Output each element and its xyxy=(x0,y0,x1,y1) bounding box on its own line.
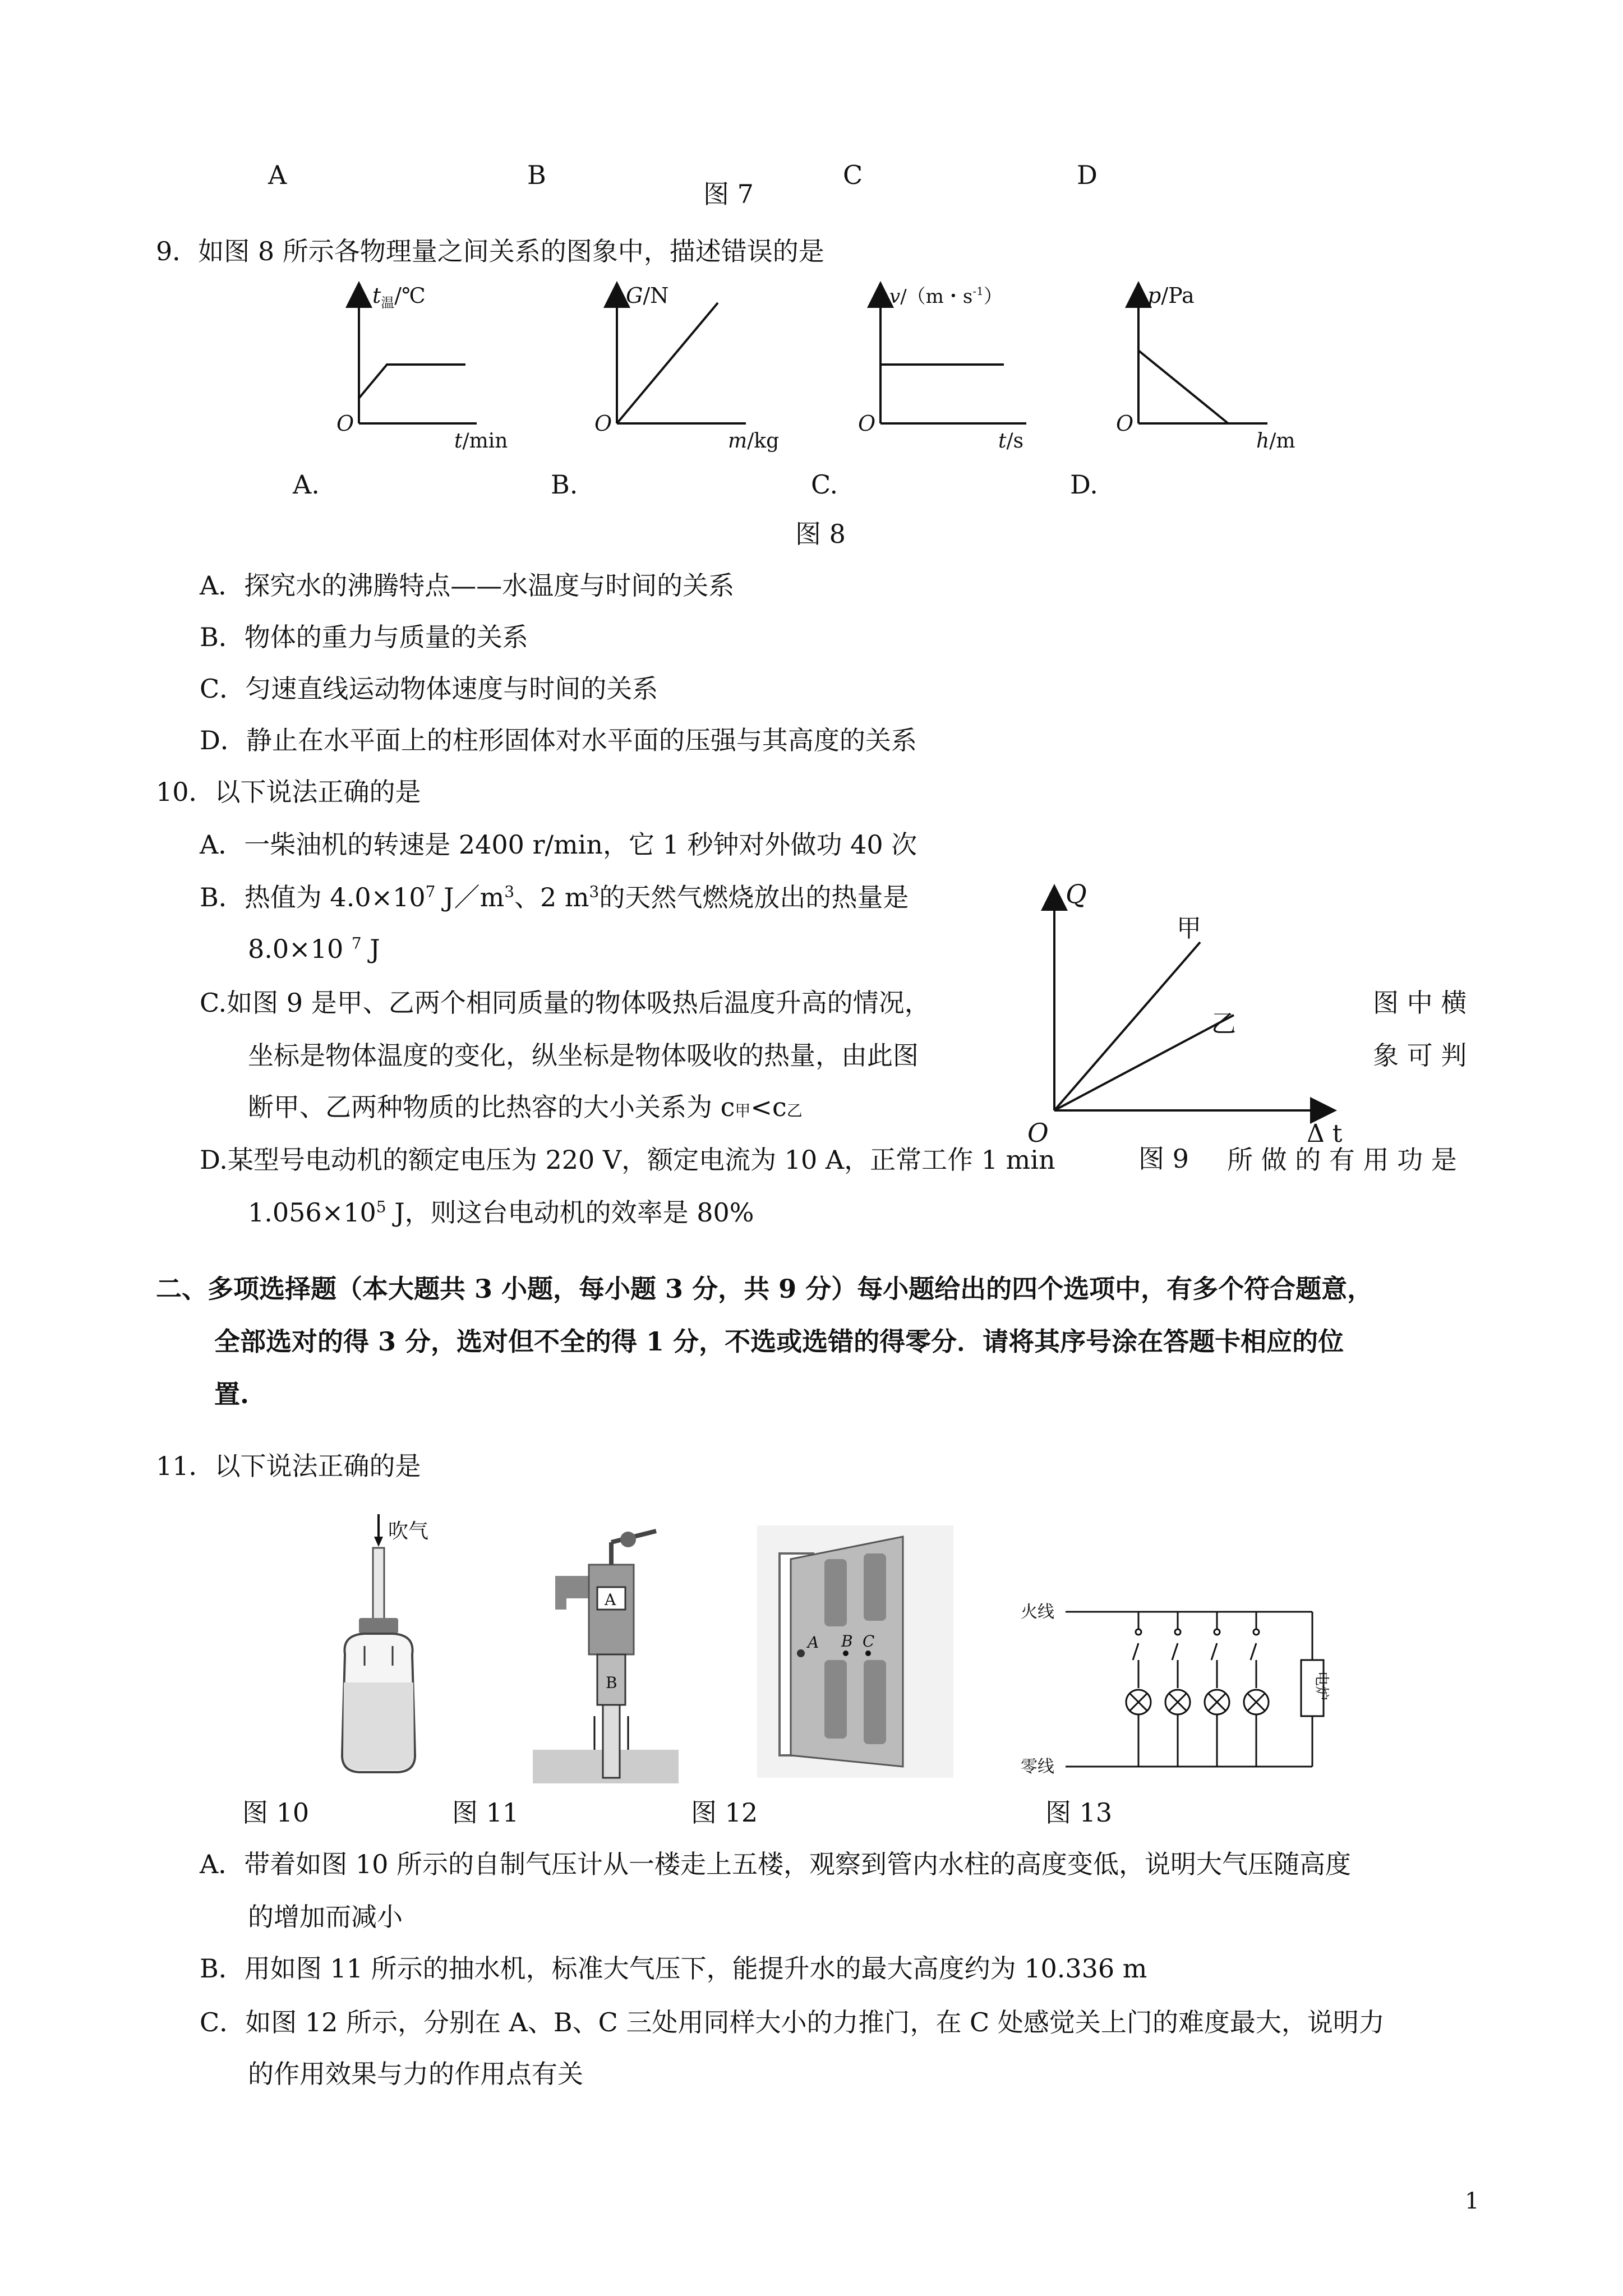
fig13-label-neutral: 零线 xyxy=(1021,1757,1054,1777)
q10-option-d-line1-right: 所 做 的 有 用 功 是 xyxy=(1227,1145,1457,1175)
q10-option-c-line2-right: 象 可 判 xyxy=(1373,1040,1467,1071)
fig9-xlabel: Δ t xyxy=(1307,1119,1343,1148)
graph-c-ylabel: v/（m・$s^{-1}$） xyxy=(889,284,1003,308)
q11-option-b: B．用如图 11 所示的抽水机，标准大气压下，能提升水的最大高度约为 10.336 m xyxy=(200,1953,1147,1984)
q11-option-c-line2: 的作用效果与力的作用点有关 xyxy=(248,2059,583,2089)
fig10-caption: 图 10 xyxy=(242,1797,310,1828)
fig8-caption: 图 8 xyxy=(795,519,846,549)
q9-option-b: B．物体的重力与质量的关系 xyxy=(200,622,528,652)
q10-option-a: A．一柴油机的转速是 2400 r/min，它 1 秒钟对外做功 40 次 xyxy=(200,829,917,860)
fig11-pump xyxy=(533,1525,690,1783)
q11-option-c-line1: C．如图 12 所示，分别在 A、B、C 三处用同样大小的力推门，在 C 处感觉关上门的难度最大，说明力 xyxy=(200,2007,1385,2037)
q10-option-c-line2: 坐标是物体温度的变化，纵坐标是物体吸收的热量，由此图 xyxy=(248,1040,919,1071)
q10-option-c-line3: 断甲、乙两种物质的比热容的大小关系为 c甲<c乙 xyxy=(248,1092,803,1122)
q9-option-a: A．探究水的沸腾特点——水温度与时间的关系 xyxy=(200,570,735,601)
q10-option-b-line2: 8.0×10 $^7$ J xyxy=(248,934,380,964)
graph-d-ylabel: p/Pa xyxy=(1147,283,1195,308)
fig12-caption: 图 12 xyxy=(691,1797,758,1828)
q10-option-d-line2: $1.056\times 10^5$ J，则这台电动机的效率是 80% xyxy=(248,1197,754,1228)
graph-c-option: C. xyxy=(811,469,838,500)
section2-line3: 置. xyxy=(214,1379,250,1409)
fig9-origin: O xyxy=(1027,1118,1049,1148)
fig7-label-d: D xyxy=(1077,160,1098,190)
fig9-ylabel: Q xyxy=(1066,879,1087,909)
fig11-caption: 图 11 xyxy=(452,1797,519,1828)
q10-option-b-line1: B．热值为 $4.0\times 10^7$ $J/m^3$、2 $m^3$的天然气燃烧放出的热量是 xyxy=(200,882,909,912)
fig10-barometer xyxy=(325,1514,471,1783)
fig8-graph-d xyxy=(1116,280,1307,454)
fig7-label-c: C xyxy=(843,160,863,190)
q9-stem: 9．如图 8 所示各物理量之间关系的图象中，描述错误的是 xyxy=(156,236,824,266)
fig9-line2-label: 乙 xyxy=(1211,1009,1236,1038)
fig13-circuit xyxy=(1021,1604,1335,1783)
fig13-caption: 图 13 xyxy=(1045,1797,1113,1828)
graph-d-origin: O xyxy=(1116,411,1134,436)
fig9-line1-label: 甲 xyxy=(1177,914,1201,943)
section2-line1: 二、多项选择题（本大题共 3 小题，每小题 3 分，共 9 分）每小题给出的四个选项中，有多个符合题意， xyxy=(156,1274,1373,1304)
graph-b-ylabel: G/N xyxy=(626,283,669,308)
graph-c-xlabel: t/s xyxy=(998,430,1024,453)
q11-stem: 11．以下说法正确的是 xyxy=(156,1451,421,1481)
fig7-caption: 图 7 xyxy=(703,179,754,209)
graph-a-ylabel: $t_温/℃$ xyxy=(372,283,426,311)
fig12-label-a: A xyxy=(808,1633,819,1652)
fig8-graph-a xyxy=(336,280,508,454)
section2-line2: 全部选对的得 3 分，选对但不全的得 1 分，不选或选错的得零分．请将其序号涂在答题卡相应的位 xyxy=(214,1326,1344,1357)
fig10-label: 吹气 xyxy=(388,1520,429,1543)
q10-option-c-line1-right: 图 中 横 xyxy=(1373,988,1467,1018)
q10-option-d-line1: D.某型号电动机的额定电压为 220 V，额定电流为 10 A，正常工作 1 min xyxy=(200,1145,1055,1175)
fig7-label-b: B xyxy=(527,160,546,190)
fig13-label-live: 火线 xyxy=(1021,1602,1054,1622)
page-number: 1 xyxy=(1465,2188,1479,2214)
graph-b-origin: O xyxy=(594,411,612,436)
graph-b-option: B. xyxy=(551,469,578,500)
graph-d-option: D. xyxy=(1070,469,1098,500)
fig12-label-c: C xyxy=(863,1632,875,1650)
fig8-graph-b xyxy=(594,280,780,454)
q9-option-c: C．匀速直线运动物体速度与时间的关系 xyxy=(200,674,658,704)
fig13-label-heater: 电炉 xyxy=(1313,1671,1330,1701)
graph-a-origin: O xyxy=(336,411,354,436)
q9-option-d: D．静止在水平面上的柱形固体对水平面的压强与其高度的关系 xyxy=(200,725,917,755)
fig9-caption: 图 9 xyxy=(1138,1144,1189,1174)
fig11-label-a: A xyxy=(605,1590,616,1609)
fig8-graph-c xyxy=(858,280,1060,454)
graph-c-origin: O xyxy=(858,411,876,436)
q10-option-c-line1: C.如图 9 是甲、乙两个相同质量的物体吸热后温度升高的情况， xyxy=(200,988,930,1018)
q11-option-a-line2: 的增加而减小 xyxy=(248,1902,403,1932)
fig11-label-b: B xyxy=(606,1673,617,1692)
graph-b-xlabel: m/kg xyxy=(728,430,780,453)
graph-a-option: A. xyxy=(293,469,320,500)
graph-d-xlabel: h/m xyxy=(1256,430,1295,453)
q11-option-a-line1: A．带着如图 10 所示的自制气压计从一楼走上五楼，观察到管内水柱的高度变低，说明大气压随高度 xyxy=(200,1849,1351,1879)
fig7-label-a: A xyxy=(268,160,287,190)
q10-stem: 10．以下说法正确的是 xyxy=(156,777,421,807)
fig12-label-b: B xyxy=(841,1632,853,1650)
graph-a-xlabel: t/min xyxy=(454,430,508,453)
fig12-door xyxy=(757,1525,959,1783)
